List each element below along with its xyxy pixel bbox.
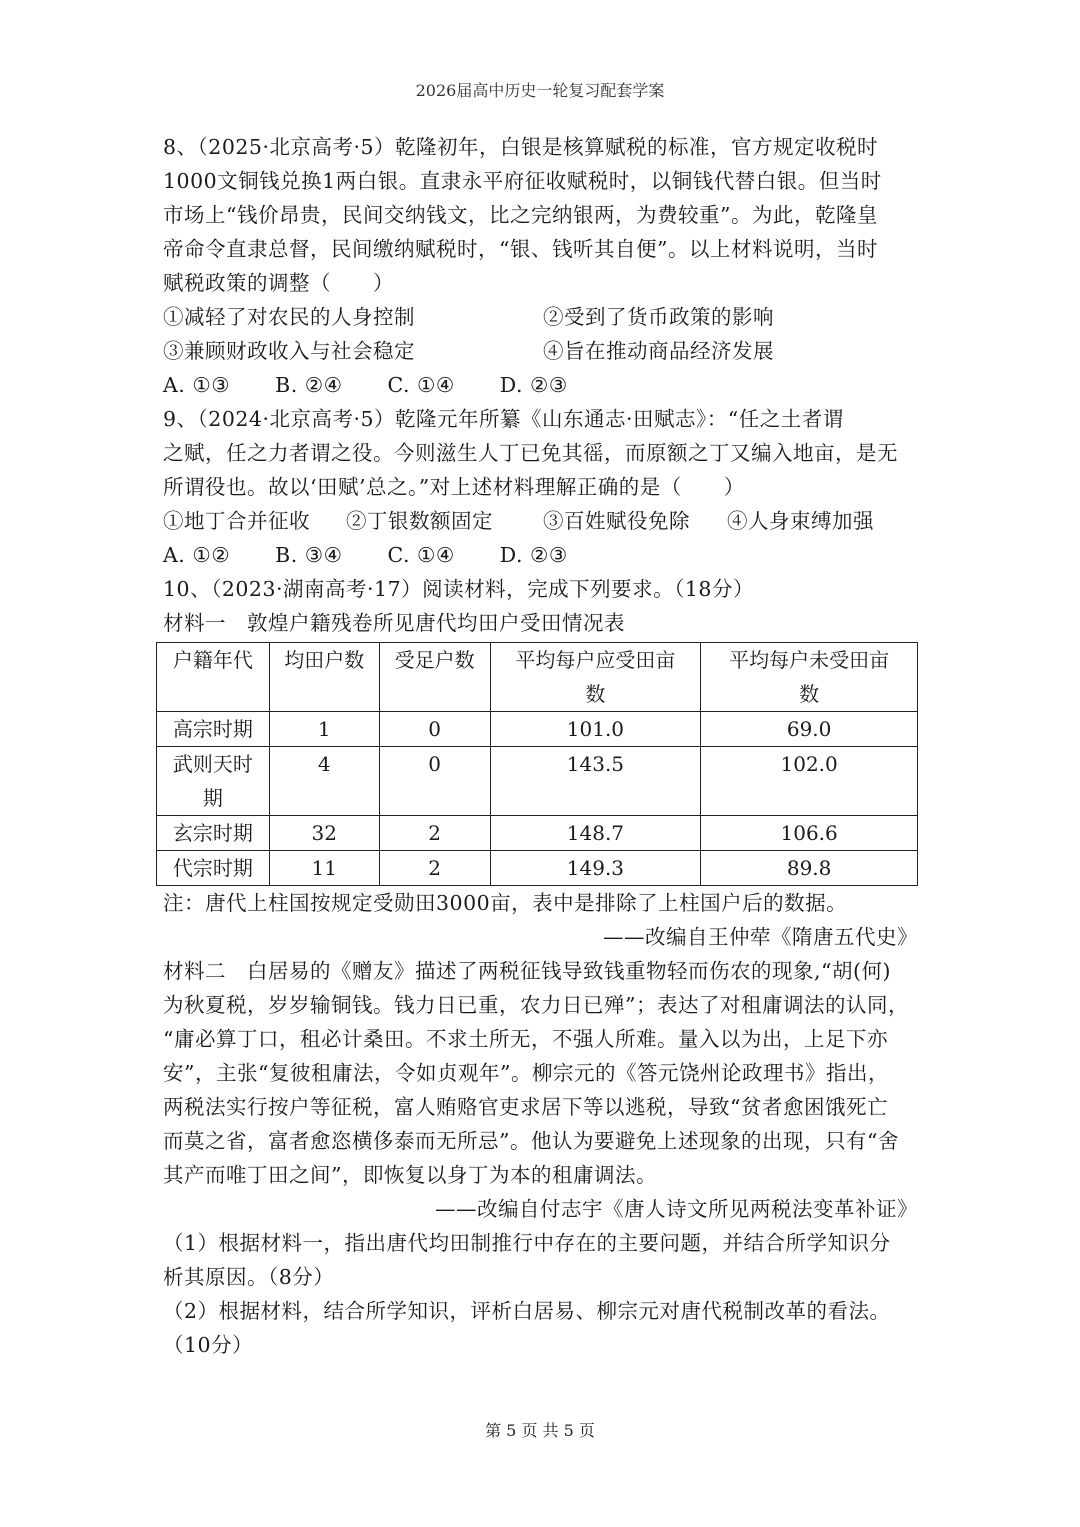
question-9 — [163, 402, 918, 572]
q8-line: 8、（2025·北京高考·5）乾隆初年，白银是核算赋税的标准，官方规定收税时 — [163, 135, 879, 159]
q8-line: 1000文铜钱兑换1两白银。直隶永平府征收赋税时，以铜钱代替白银。但当时 — [163, 169, 882, 193]
sub-question-line: （2）根据材料，结合所学知识，评析白居易、柳宗元对唐代税制改革的看法。 — [163, 1299, 891, 1323]
table-header-row — [157, 643, 918, 712]
q8-answer-a: A. ①③ — [163, 373, 231, 397]
source-citation-2: ——改编自付志宇《唐人诗文所见两税法变革补证》 — [435, 1197, 918, 1221]
page-footer: 第 5 页 共 5 页 — [485, 1421, 595, 1440]
q9-item: ①地丁合并征收 — [163, 509, 310, 533]
page-header: 2026届高中历史一轮复习配套学案 — [415, 81, 665, 100]
q8-item: ①减轻了对农民的人身控制 — [163, 305, 415, 329]
q8-line: 赋税政策的调整（ ） — [163, 271, 394, 295]
table-row — [157, 747, 918, 816]
table-cell: 149.3 — [490, 851, 701, 886]
question-8 — [163, 130, 918, 402]
document-body — [163, 130, 918, 1362]
table-cell: 代宗时期 — [157, 851, 270, 886]
q8-items-row-1 — [163, 300, 918, 334]
q9-item: ③百姓赋役免除 — [543, 509, 690, 533]
material-1-title: 材料一 敦煌户籍残卷所见唐代均田户受田情况表 — [163, 611, 625, 635]
table-header-cell: 平均每户未受田亩数 — [701, 643, 918, 712]
q9-line: 之赋，任之力者谓之役。今则滋生人丁已免其徭，而原额之丁又编入地亩，是无 — [163, 441, 898, 465]
table-cell: 143.5 — [490, 747, 701, 816]
q10-title: 10、（2023·湖南高考·17）阅读材料，完成下列要求。（18分） — [163, 577, 754, 601]
material-2-line: 其产而唯丁田之间”，即恢复以身丁为本的租庸调法。 — [163, 1163, 657, 1187]
q8-item: ④旨在推动商品经济发展 — [543, 339, 774, 363]
table-cell: 高宗时期 — [157, 712, 270, 747]
q8-answer-b: B. ②④ — [275, 373, 343, 397]
table-cell: 2 — [379, 851, 490, 886]
q8-answers — [163, 368, 918, 402]
table-cell: 玄宗时期 — [157, 816, 270, 851]
q9-answer-c: C. ①④ — [387, 543, 455, 567]
q9-answer-b: B. ③④ — [275, 543, 343, 567]
table-cell: 11 — [269, 851, 379, 886]
table-cell: 武则天时期 — [157, 747, 270, 816]
q9-answers — [163, 538, 918, 572]
table-cell: 69.0 — [701, 712, 918, 747]
table-cell: 0 — [379, 747, 490, 816]
table-cell: 106.6 — [701, 816, 918, 851]
q9-item: ④人身束缚加强 — [727, 509, 874, 533]
q9-items — [163, 504, 918, 538]
table-cell: 102.0 — [701, 747, 918, 816]
table-cell: 2 — [379, 816, 490, 851]
material-2-line: 两税法实行按户等征税，富人贿赂官吏求居下等以逃税，导致“贫者愈困饿死亡 — [163, 1095, 888, 1119]
source-citation-1: ——改编自王仲荦《隋唐五代史》 — [603, 925, 918, 949]
table-cell: 148.7 — [490, 816, 701, 851]
q9-line: 9、（2024·北京高考·5）乾隆元年所纂《山东通志·田赋志》：“任之土者谓 — [163, 407, 844, 431]
table-cell: 0 — [379, 712, 490, 747]
question-10 — [163, 572, 918, 1362]
q9-answer-a: A. ①② — [163, 543, 231, 567]
q9-answer-d: D. ②③ — [499, 543, 568, 567]
table-cell: 1 — [269, 712, 379, 747]
table-header-cell: 均田户数 — [269, 643, 379, 712]
material-2-line: 而莫之省，富者愈恣横侈泰而无所忌”。他认为要避免上述现象的出现，只有“舍 — [163, 1129, 899, 1153]
table-cell: 32 — [269, 816, 379, 851]
table-row — [157, 712, 918, 747]
table-note: 注：唐代上柱国按规定受勋田3000亩，表中是排除了上柱国户后的数据。 — [163, 891, 848, 915]
table-cell: 101.0 — [490, 712, 701, 747]
table-header-cell: 平均每户应受田亩数 — [490, 643, 701, 712]
table-row — [157, 851, 918, 886]
table-cell: 89.8 — [701, 851, 918, 886]
q8-answer-d: D. ②③ — [499, 373, 568, 397]
q8-line: 市场上“钱价昂贵，民间交纳钱文，比之完纳银两，为费较重”。为此，乾隆皇 — [163, 203, 878, 227]
q8-item: ③兼顾财政收入与社会稳定 — [163, 339, 415, 363]
material-2-line: 材料二 白居易的《赠友》描述了两税征钱导致钱重物轻而伤农的现象,“胡(何) — [163, 959, 891, 983]
table-cell: 4 — [269, 747, 379, 816]
table-header-cell: 户籍年代 — [157, 643, 270, 712]
table-header-cell: 受足户数 — [379, 643, 490, 712]
sub-question-line: （1）根据材料一，指出唐代均田制推行中存在的主要问题，并结合所学知识分 — [163, 1231, 891, 1255]
land-table — [156, 642, 918, 886]
table-row — [157, 816, 918, 851]
q8-answer-c: C. ①④ — [387, 373, 455, 397]
q8-line: 帝命令直隶总督，民间缴纳赋税时，“银、钱听其自便”。以上材料说明，当时 — [163, 237, 878, 261]
sub-question-line: （10分） — [163, 1333, 254, 1357]
q8-items-row-2 — [163, 334, 918, 368]
sub-question-line: 析其原因。（8分） — [163, 1265, 335, 1289]
material-2-line: 安”，主张“复彼租庸法，令如贞观年”。柳宗元的《答元饶州论政理书》指出， — [163, 1061, 889, 1085]
q8-item: ②受到了货币政策的影响 — [543, 305, 774, 329]
q9-line: 所谓役也。故以‘田赋’总之。”对上述材料理解正确的是（ ） — [163, 475, 745, 499]
q9-item: ②丁银数额固定 — [346, 509, 493, 533]
material-2-line: 为秋夏税，岁岁输铜钱。钱力日已重，农力日已殚”；表达了对租庸调法的认同， — [163, 993, 909, 1017]
material-2-line: “庸必算丁口，租必计桑田。不求土所无，不强人所难。量入以为出，上足下亦 — [163, 1027, 888, 1051]
